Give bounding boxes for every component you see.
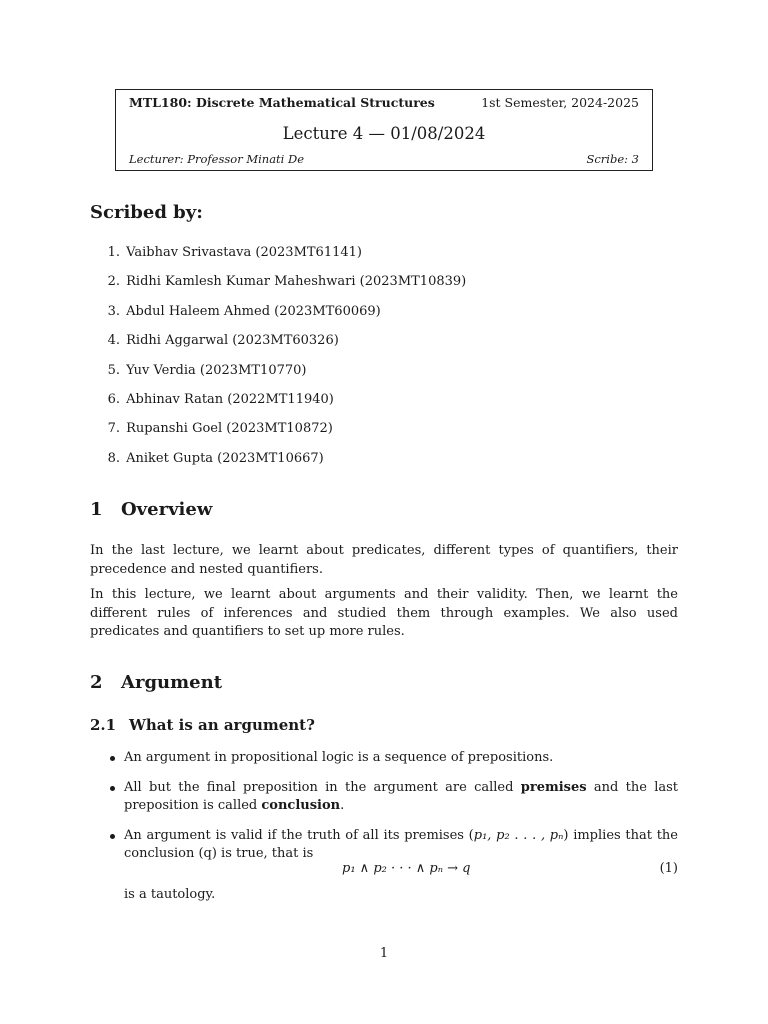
list-item-number: 2. <box>107 274 120 290</box>
bullet-icon <box>110 786 115 791</box>
subsection-title: What is an argument? <box>129 716 315 734</box>
list-item <box>90 827 678 864</box>
section-title: Argument <box>121 672 223 693</box>
list-item <box>90 451 466 480</box>
list-item-number: 1. <box>107 245 120 260</box>
bullet-text: All but the final preposition in the argument are called <box>124 779 521 795</box>
subsection-heading-what-is-argument <box>90 716 315 734</box>
list-item <box>90 392 466 421</box>
semester-label: 1st Semester, 2024-2025 <box>481 95 639 110</box>
equation-1 <box>90 861 678 881</box>
list-item <box>90 421 466 450</box>
equation-body: p₁ ∧ p₂ · · · ∧ pₙ → q <box>342 861 471 876</box>
course-title: MTL180: Discrete Mathematical Structures <box>129 95 435 110</box>
scribe-name: Aniket Gupta (2023MT10667) <box>126 450 324 466</box>
section-heading-overview <box>90 499 212 520</box>
list-item-number: 6. <box>107 391 120 407</box>
lecture-header-box <box>115 89 653 171</box>
section-title: Overview <box>121 499 213 520</box>
list-item-number: 4. <box>107 333 120 349</box>
lecture-title: Lecture 4 — 01/08/2024 <box>282 124 486 143</box>
list-item <box>90 245 466 274</box>
scribe-name: Abdul Haleem Ahmed (2023MT60069) <box>126 303 381 319</box>
bullet-text: . <box>340 798 345 813</box>
lecturer-label: Lecturer: Professor Minati De <box>129 152 305 166</box>
list-item-number: 3. <box>107 303 120 319</box>
bullet-icon <box>110 834 115 839</box>
list-item-number: 5. <box>107 362 120 378</box>
list-item-number: 7. <box>107 421 120 437</box>
list-item <box>90 749 678 768</box>
list-item <box>90 779 678 816</box>
subsection-number: 2.1 <box>90 716 117 734</box>
scribe-name: Abhinav Ratan (2022MT11940) <box>126 391 334 407</box>
page-number: 1 <box>379 946 389 961</box>
header-top-row <box>129 95 639 110</box>
bullet-text: and the last preposition is called <box>124 779 679 813</box>
overview-paragraph-2: In this lecture, we learnt about arguments and their validity. Then, we learnt the different rules of inferences and studied them through examples. We also used predicates and quantifiers to set up more rules. <box>90 587 678 639</box>
argument-bullet-list <box>90 749 678 864</box>
list-item <box>90 333 466 362</box>
section-number: 2 <box>90 672 103 693</box>
scribe-number: Scribe: 3 <box>586 152 639 166</box>
scribe-name: Ridhi Aggarwal (2023MT60326) <box>126 333 339 349</box>
scribe-list <box>90 245 466 480</box>
section-heading-argument <box>90 672 222 693</box>
scribe-name: Vaibhav Srivastava (2023MT61141) <box>126 245 362 260</box>
bullet-text: ) implies that the conclusion (q) is true, that is <box>124 827 678 861</box>
scribed-by-heading: Scribed by: <box>90 202 203 223</box>
section-number: 1 <box>90 499 103 520</box>
header-bottom-row <box>129 152 639 166</box>
list-item-number: 8. <box>107 450 120 466</box>
equation-number: (1) <box>659 861 678 876</box>
list-item <box>90 304 466 333</box>
premise-variables: p₁, p₂ . . . , pₙ <box>473 827 564 843</box>
list-item <box>90 363 466 392</box>
premises-term: premises <box>520 779 587 795</box>
bullet-text: An argument in propositional logic is a sequence of prepositions. <box>124 750 554 765</box>
bullet-icon <box>110 756 115 761</box>
list-item <box>90 274 466 303</box>
bullet-text: An argument is valid if the truth of all its premises ( <box>124 827 474 843</box>
scribe-name: Yuv Verdia (2023MT10770) <box>126 362 307 378</box>
tautology-text: is a tautology. <box>124 887 216 902</box>
conclusion-term: conclusion <box>261 798 341 813</box>
scribe-name: Ridhi Kamlesh Kumar Maheshwari (2023MT10839) <box>126 274 467 290</box>
scribe-name: Rupanshi Goel (2023MT10872) <box>126 421 333 437</box>
overview-paragraph-1: In the last lecture, we learnt about predicates, different types of quantifiers, their precedence and nested quantifiers. <box>90 543 678 577</box>
